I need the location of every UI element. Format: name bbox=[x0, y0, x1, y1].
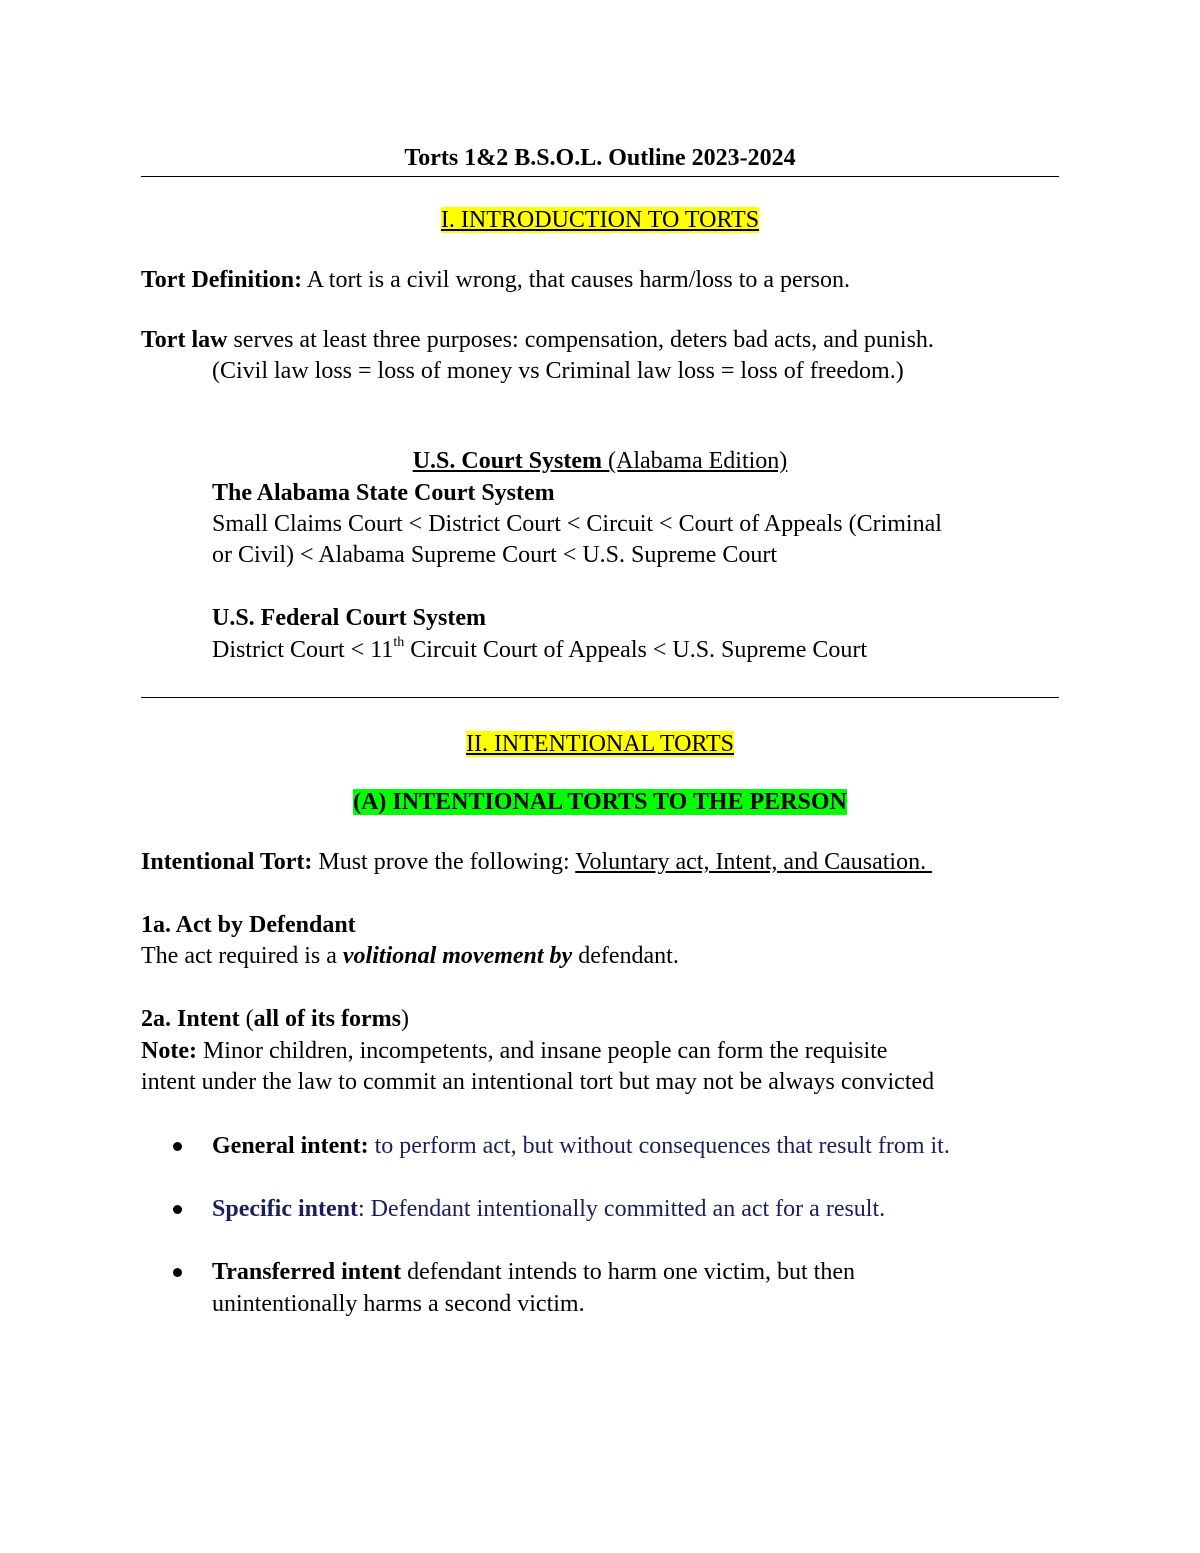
state-court-line-2: or Civil) < Alabama Supreme Court < U.S. Supreme Court bbox=[212, 542, 778, 568]
intent-heading-bold-2: all of its forms bbox=[253, 1006, 401, 1032]
bullet-icon bbox=[173, 1142, 182, 1151]
intent-heading bbox=[141, 1004, 409, 1034]
tort-law-text: serves at least three purposes: compensation, deters bad acts, and punish. bbox=[227, 327, 934, 353]
bullet-general-intent-label: General intent: bbox=[212, 1133, 369, 1159]
bullet-transferred-intent-cont: unintentionally harms a second victim. bbox=[212, 1291, 585, 1317]
intent-heading-rest: ( bbox=[239, 1006, 254, 1032]
section-divider bbox=[141, 697, 1059, 698]
tort-law-note: (Civil law loss = loss of money vs Criminal law loss = loss of freedom.) bbox=[212, 358, 904, 384]
intent-heading-bold: 2a. Intent bbox=[141, 1006, 240, 1032]
state-court-title: The Alabama State Court System bbox=[212, 480, 555, 506]
act-heading: 1a. Act by Defendant bbox=[141, 912, 356, 938]
bullet-transferred-intent-label: Transferred intent bbox=[212, 1259, 402, 1285]
note-label: Note: bbox=[141, 1038, 197, 1064]
subsection-heading-text: (A) INTENTIONAL TORTS TO THE PERSON bbox=[353, 789, 847, 815]
title-divider bbox=[141, 176, 1059, 177]
intentional-tort-def bbox=[141, 847, 932, 877]
document-title: Torts 1&2 B.S.O.L. Outline 2023-2024 bbox=[404, 145, 796, 171]
tort-definition-label: Tort Definition: bbox=[141, 267, 303, 293]
federal-court-sup: th bbox=[393, 635, 405, 650]
bullet-specific-intent bbox=[212, 1194, 885, 1224]
federal-court-title: U.S. Federal Court System bbox=[212, 605, 486, 631]
note-line-1 bbox=[141, 1036, 887, 1066]
federal-court-post: Circuit Court of Appeals < U.S. Supreme Court bbox=[404, 637, 868, 663]
bullet-transferred-intent-text: defendant intends to harm one victim, but then bbox=[401, 1259, 855, 1285]
tort-definition-text: A tort is a civil wrong, that causes harm/loss to a person. bbox=[302, 267, 851, 293]
state-court-line-1: Small Claims Court < District Court < Circuit < Court of Appeals (Criminal bbox=[212, 511, 942, 537]
note-text-1: Minor children, incompetents, and insane people can form the requisite bbox=[196, 1038, 888, 1064]
court-system-heading-rest: (Alabama Edition) bbox=[602, 448, 788, 474]
bullet-general-intent bbox=[212, 1131, 950, 1161]
section-heading-intro bbox=[141, 205, 1059, 235]
bullet-icon bbox=[173, 1205, 182, 1214]
bullet-general-intent-text: to perform act, but without consequences that result from it. bbox=[368, 1133, 950, 1159]
bullet-transferred-intent bbox=[212, 1257, 855, 1287]
act-pre: The act required is a bbox=[141, 943, 343, 969]
bullet-specific-intent-text: : Defendant intentionally committed an act for a result. bbox=[357, 1196, 886, 1222]
subsection-heading bbox=[141, 787, 1059, 817]
section-heading-intro-text: I. INTRODUCTION TO TORTS bbox=[440, 207, 760, 233]
intent-heading-close: ) bbox=[400, 1006, 409, 1032]
intentional-tort-text: Must prove the following: bbox=[312, 849, 576, 875]
document-page bbox=[141, 0, 1059, 1553]
tort-definition bbox=[141, 265, 850, 295]
act-description bbox=[141, 941, 679, 971]
section-heading-intentional-text: II. INTENTIONAL TORTS bbox=[465, 731, 735, 757]
federal-court-pre: District Court < 11 bbox=[212, 637, 394, 663]
note-line-2: intent under the law to commit an intentional tort but may not be always convicted bbox=[141, 1069, 935, 1095]
court-system-heading bbox=[141, 446, 1059, 476]
court-system-heading-bold: U.S. Court System bbox=[412, 448, 603, 474]
bullet-specific-intent-label: Specific intent bbox=[212, 1196, 358, 1222]
act-emphasis: volitional movement by bbox=[342, 943, 573, 969]
act-post: defendant. bbox=[572, 943, 679, 969]
intentional-tort-elements: Voluntary act, Intent, and Causation. bbox=[575, 849, 933, 875]
federal-court-line bbox=[212, 635, 867, 665]
tort-law-purpose bbox=[141, 325, 934, 355]
bullet-icon bbox=[173, 1268, 182, 1277]
tort-law-label: Tort law bbox=[141, 327, 228, 353]
intentional-tort-label: Intentional Tort: bbox=[141, 849, 313, 875]
section-heading-intentional bbox=[141, 729, 1059, 759]
